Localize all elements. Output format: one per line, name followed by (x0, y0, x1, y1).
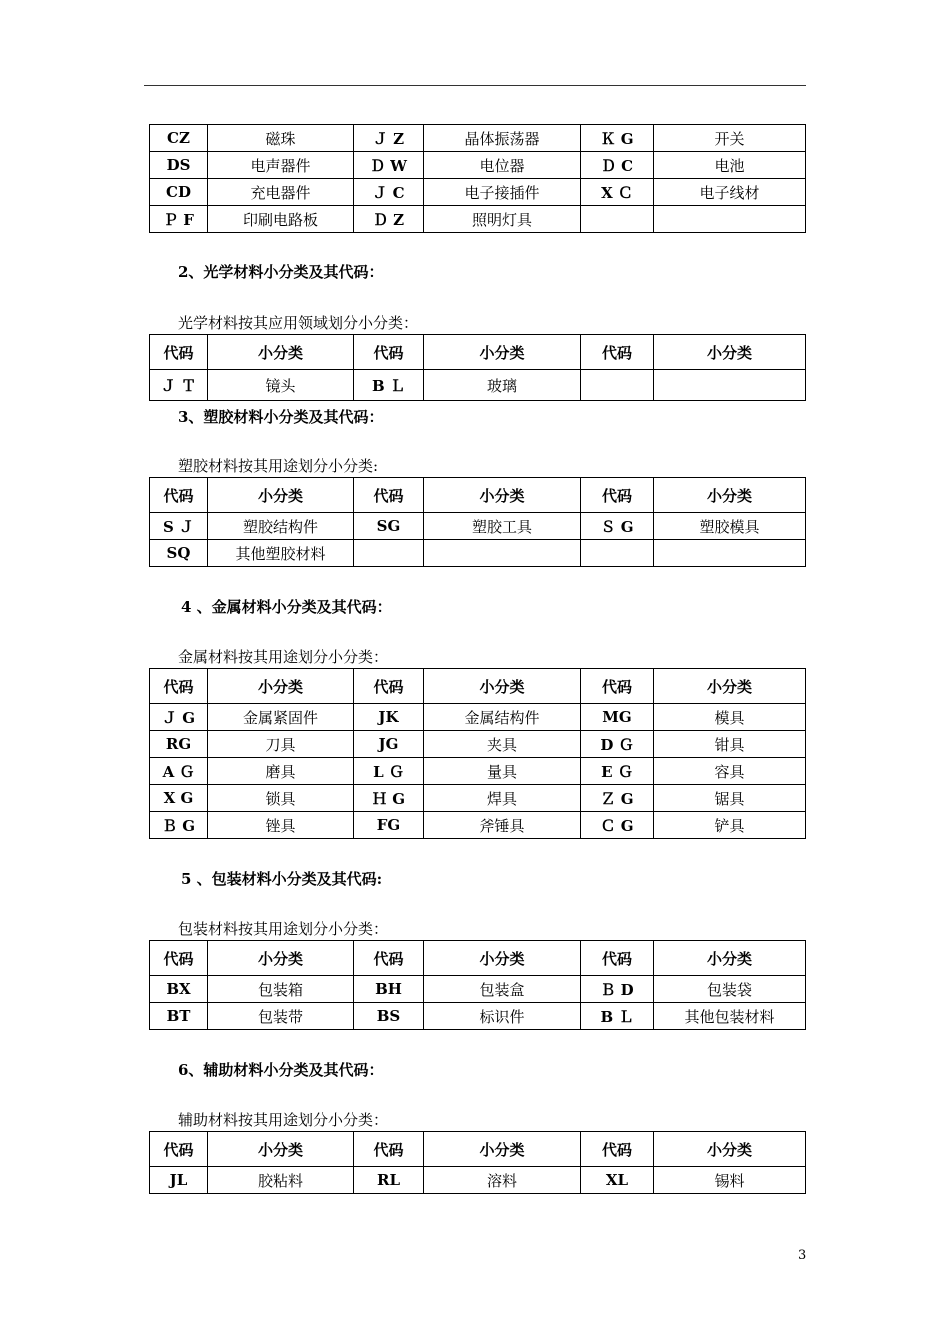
code-cell (581, 540, 654, 567)
table-row (150, 785, 806, 812)
section-intro-auxiliary: 辅助材料按其用途划分小分类： (178, 1111, 389, 1129)
code-cell: Ｃ G (581, 812, 654, 839)
subcategory-cell: 包装盒 (424, 976, 581, 1003)
code-cell: Ｂ D (581, 976, 654, 1003)
code-cell (581, 206, 654, 233)
table-row (150, 125, 806, 152)
subcategory-cell: 夹具 (424, 731, 581, 758)
header-cell: 代码 (581, 1132, 654, 1167)
table-header-row (150, 335, 806, 370)
code-cell: Ｊ Z (354, 125, 424, 152)
header-cell: 代码 (581, 941, 654, 976)
header-cell: 代码 (150, 335, 208, 370)
code-cell: XL (581, 1167, 654, 1194)
table-header-row (150, 478, 806, 513)
packaging-materials-table (149, 940, 806, 1030)
code-cell: RL (354, 1167, 424, 1194)
header-cell: 小分类 (424, 478, 581, 513)
code-cell: Ｐ F (150, 206, 208, 233)
subcategory-cell: 电池 (654, 152, 806, 179)
metal-materials-table (149, 668, 806, 839)
section-heading-metal: 4 、金属材料小分类及其代码： (181, 598, 392, 616)
section-intro-plastic: 塑胶材料按其用途划分小分类: (178, 457, 379, 475)
subcategory-cell: 焊具 (424, 785, 581, 812)
subcategory-cell: 磨具 (208, 758, 354, 785)
code-cell: BT (150, 1003, 208, 1030)
subcategory-cell: 容具 (654, 758, 806, 785)
subcategory-cell: 溶料 (424, 1167, 581, 1194)
header-cell: 代码 (354, 478, 424, 513)
header-cell: 小分类 (208, 1132, 354, 1167)
subcategory-cell: 开关 (654, 125, 806, 152)
header-cell: 小分类 (208, 478, 354, 513)
table-row (150, 704, 806, 731)
section-intro-packaging: 包装材料按其用途划分小分类： (178, 920, 389, 938)
code-cell: MG (581, 704, 654, 731)
subcategory-cell (654, 206, 806, 233)
subcategory-cell: 模具 (654, 704, 806, 731)
header-cell: 小分类 (208, 669, 354, 704)
subcategory-cell: 其他塑胶材料 (208, 540, 354, 567)
header-cell: 小分类 (654, 941, 806, 976)
subcategory-cell: 刀具 (208, 731, 354, 758)
header-cell: 代码 (150, 1132, 208, 1167)
table-row (150, 731, 806, 758)
subcategory-cell: 照明灯具 (424, 206, 581, 233)
table-row (150, 976, 806, 1003)
section-intro-metal: 金属材料按其用途划分小分类： (178, 648, 389, 666)
subcategory-cell: 镜头 (208, 370, 354, 401)
code-cell: BS (354, 1003, 424, 1030)
subcategory-cell: 包装袋 (654, 976, 806, 1003)
code-cell: Ｚ G (581, 785, 654, 812)
table-header-row (150, 669, 806, 704)
code-cell: SQ (150, 540, 208, 567)
code-cell: CD (150, 179, 208, 206)
code-cell: DS (150, 152, 208, 179)
table-row (150, 513, 806, 540)
section-heading-auxiliary: 6、辅助材料小分类及其代码： (178, 1061, 384, 1079)
subcategory-cell (654, 370, 806, 401)
table-header-row (150, 1132, 806, 1167)
subcategory-cell: 塑胶模具 (654, 513, 806, 540)
code-cell: Ｈ G (354, 785, 424, 812)
code-cell: SG (354, 513, 424, 540)
header-rule (144, 85, 806, 86)
subcategory-cell: 胶粘料 (208, 1167, 354, 1194)
optical-materials-table (149, 334, 806, 401)
section-heading-packaging: 5 、包装材料小分类及其代码: (181, 870, 383, 888)
section-heading-optical: 2、光学材料小分类及其代码： (178, 263, 384, 281)
table-row (150, 758, 806, 785)
subcategory-cell: 其他包装材料 (654, 1003, 806, 1030)
code-cell: L Ｇ (354, 758, 424, 785)
code-cell: JK (354, 704, 424, 731)
header-cell: 代码 (354, 335, 424, 370)
code-cell: D Ｇ (581, 731, 654, 758)
subcategory-cell: 包装带 (208, 1003, 354, 1030)
subcategory-cell: 晶体振荡器 (424, 125, 581, 152)
code-cell: X G (150, 785, 208, 812)
header-cell: 小分类 (424, 669, 581, 704)
section-intro-optical: 光学材料按其应用领域划分小分类： (178, 314, 419, 332)
table-row (150, 152, 806, 179)
subcategory-cell: 锁具 (208, 785, 354, 812)
code-cell: JL (150, 1167, 208, 1194)
auxiliary-materials-table (149, 1131, 806, 1194)
subcategory-cell: 电位器 (424, 152, 581, 179)
code-cell (354, 540, 424, 567)
page-number: 3 (798, 1248, 807, 1263)
subcategory-cell: 印刷电路板 (208, 206, 354, 233)
subcategory-cell: 锉具 (208, 812, 354, 839)
subcategory-cell: 充电器件 (208, 179, 354, 206)
table-row (150, 179, 806, 206)
subcategory-cell: 锡料 (654, 1167, 806, 1194)
code-cell: BH (354, 976, 424, 1003)
header-cell: 小分类 (208, 335, 354, 370)
subcategory-cell: 塑胶工具 (424, 513, 581, 540)
table-row (150, 812, 806, 839)
table-row (150, 1003, 806, 1030)
code-cell: Ｓ G (581, 513, 654, 540)
code-cell: B Ｌ (354, 370, 424, 401)
header-cell: 小分类 (654, 669, 806, 704)
table-row (150, 540, 806, 567)
subcategory-cell: 电子线材 (654, 179, 806, 206)
header-cell: 代码 (150, 478, 208, 513)
code-cell: Ｊ G (150, 704, 208, 731)
table-header-row (150, 941, 806, 976)
code-cell: BX (150, 976, 208, 1003)
subcategory-cell: 塑胶结构件 (208, 513, 354, 540)
subcategory-cell (654, 540, 806, 567)
header-cell: 小分类 (424, 941, 581, 976)
subcategory-cell: 电子接插件 (424, 179, 581, 206)
code-cell: B Ｌ (581, 1003, 654, 1030)
code-cell: Ｄ Z (354, 206, 424, 233)
code-cell: JG (354, 731, 424, 758)
subcategory-cell: 金属结构件 (424, 704, 581, 731)
code-cell: Ｄ C (581, 152, 654, 179)
table-row (150, 1167, 806, 1194)
subcategory-cell: 标识件 (424, 1003, 581, 1030)
subcategory-cell: 量具 (424, 758, 581, 785)
header-cell: 代码 (581, 478, 654, 513)
code-cell: FG (354, 812, 424, 839)
code-cell: CZ (150, 125, 208, 152)
header-cell: 代码 (581, 669, 654, 704)
header-cell: 代码 (150, 669, 208, 704)
table-row (150, 206, 806, 233)
header-cell: 代码 (354, 941, 424, 976)
header-cell: 代码 (581, 335, 654, 370)
table-row (150, 370, 806, 401)
code-cell: Ｄ W (354, 152, 424, 179)
code-cell: Ｊ Ｔ (150, 370, 208, 401)
header-cell: 代码 (150, 941, 208, 976)
electronic-materials-table (149, 124, 806, 233)
subcategory-cell: 包装箱 (208, 976, 354, 1003)
plastic-materials-table (149, 477, 806, 567)
header-cell: 小分类 (654, 478, 806, 513)
subcategory-cell: 电声器件 (208, 152, 354, 179)
subcategory-cell (424, 540, 581, 567)
subcategory-cell: 金属紧固件 (208, 704, 354, 731)
header-cell: 小分类 (424, 1132, 581, 1167)
code-cell: Ｊ C (354, 179, 424, 206)
subcategory-cell: 玻璃 (424, 370, 581, 401)
code-cell: RG (150, 731, 208, 758)
code-cell (581, 370, 654, 401)
subcategory-cell: 斧锤具 (424, 812, 581, 839)
code-cell: X Ｃ (581, 179, 654, 206)
section-heading-plastic: 3、塑胶材料小分类及其代码： (178, 408, 384, 426)
header-cell: 小分类 (654, 335, 806, 370)
code-cell: Ｂ G (150, 812, 208, 839)
header-cell: 小分类 (208, 941, 354, 976)
header-cell: 小分类 (654, 1132, 806, 1167)
header-cell: 代码 (354, 669, 424, 704)
code-cell: Ｋ G (581, 125, 654, 152)
header-cell: 小分类 (424, 335, 581, 370)
header-cell: 代码 (354, 1132, 424, 1167)
code-cell: E Ｇ (581, 758, 654, 785)
subcategory-cell: 锯具 (654, 785, 806, 812)
subcategory-cell: 钳具 (654, 731, 806, 758)
subcategory-cell: 磁珠 (208, 125, 354, 152)
code-cell: S Ｊ (150, 513, 208, 540)
subcategory-cell: 铲具 (654, 812, 806, 839)
code-cell: A Ｇ (150, 758, 208, 785)
